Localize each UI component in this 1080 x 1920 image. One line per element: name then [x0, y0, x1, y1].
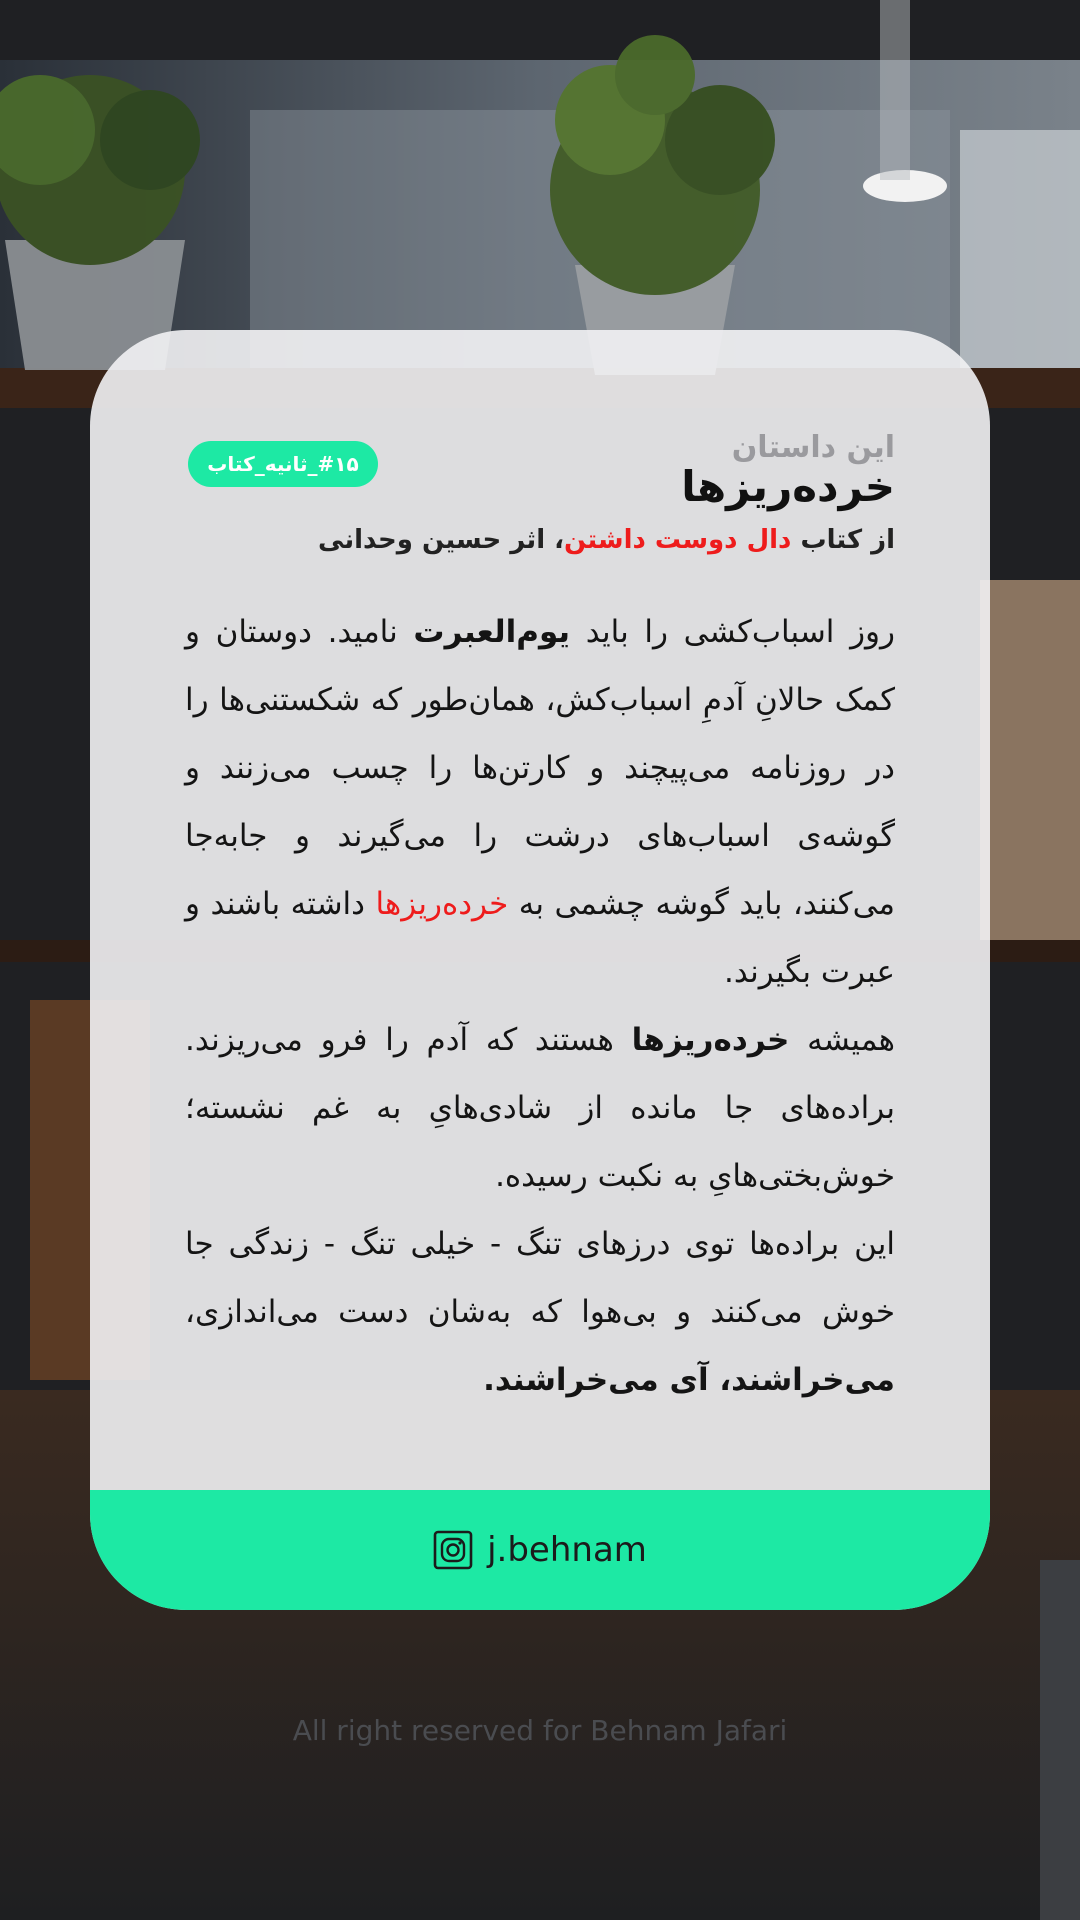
paragraph-3: [185, 1210, 895, 1414]
p2-bold-term: خرده‌ریزها: [631, 1022, 790, 1058]
p2-text-a: همیشه: [789, 1022, 895, 1058]
p2-text-c: هستند که آدم را فرو می‌ریزند. براده‌های جا مانده از شادی‌هایِ به غم نشسته؛ خوش‌بختی‌هایِ به نکبت رسیده.: [185, 1022, 895, 1194]
eyebrow-label: این داستان: [731, 430, 895, 465]
quote-card: [90, 330, 990, 1610]
copyright-notice: All right reserved for Behnam Jafari: [292, 1714, 788, 1747]
hashtag-badge[interactable]: #۱۵_ثانیه_کتاب: [188, 441, 378, 487]
p3-text-a: این براده‌ها توی درزهای تنگ - خیلی تنگ - زندگی جا خوش می‌کنند و بی‌هوا که به‌شان دست می‌اندازی،: [185, 1226, 895, 1330]
p1-highlight: خرده‌ریزها: [375, 886, 509, 922]
p1-text-a: روز اسباب‌کشی را باید: [570, 614, 895, 650]
instagram-handle: j.behnam: [487, 1530, 647, 1570]
p3-bold-ending: می‌خراشند، آی می‌خراشند.: [483, 1362, 895, 1398]
story-title: خرده‌ریزها: [681, 462, 895, 511]
p1-bold-term: یوم‌العبرت: [413, 614, 571, 650]
instagram-icon: [433, 1530, 473, 1570]
book-source: [318, 525, 895, 555]
p1-text-e: داشته باشند و عبرت بگیرند.: [185, 886, 895, 990]
footer-bar: [90, 1490, 990, 1610]
source-suffix: ، اثر حسین وحدانی: [318, 525, 565, 555]
source-prefix: از کتاب: [791, 525, 895, 555]
paragraph-1: [185, 598, 895, 1006]
paragraph-2: [185, 1006, 895, 1210]
book-name: دال دوست داشتن: [564, 525, 792, 555]
p1-text-c: نامید. دوستان و کمک حالانِ آدمِ اسباب‌کش، همان‌طور که شکستنی‌ها را در روزنامه می‌پیچند و کارتن‌ها را چسب می‌زنند و گوشه‌ی اسباب‌های درشت را می‌گیرند و جابه‌جا می‌کنند، باید گوشه چشمی به: [185, 614, 896, 922]
story-body: [185, 598, 895, 1414]
instagram-link[interactable]: [90, 1490, 990, 1610]
